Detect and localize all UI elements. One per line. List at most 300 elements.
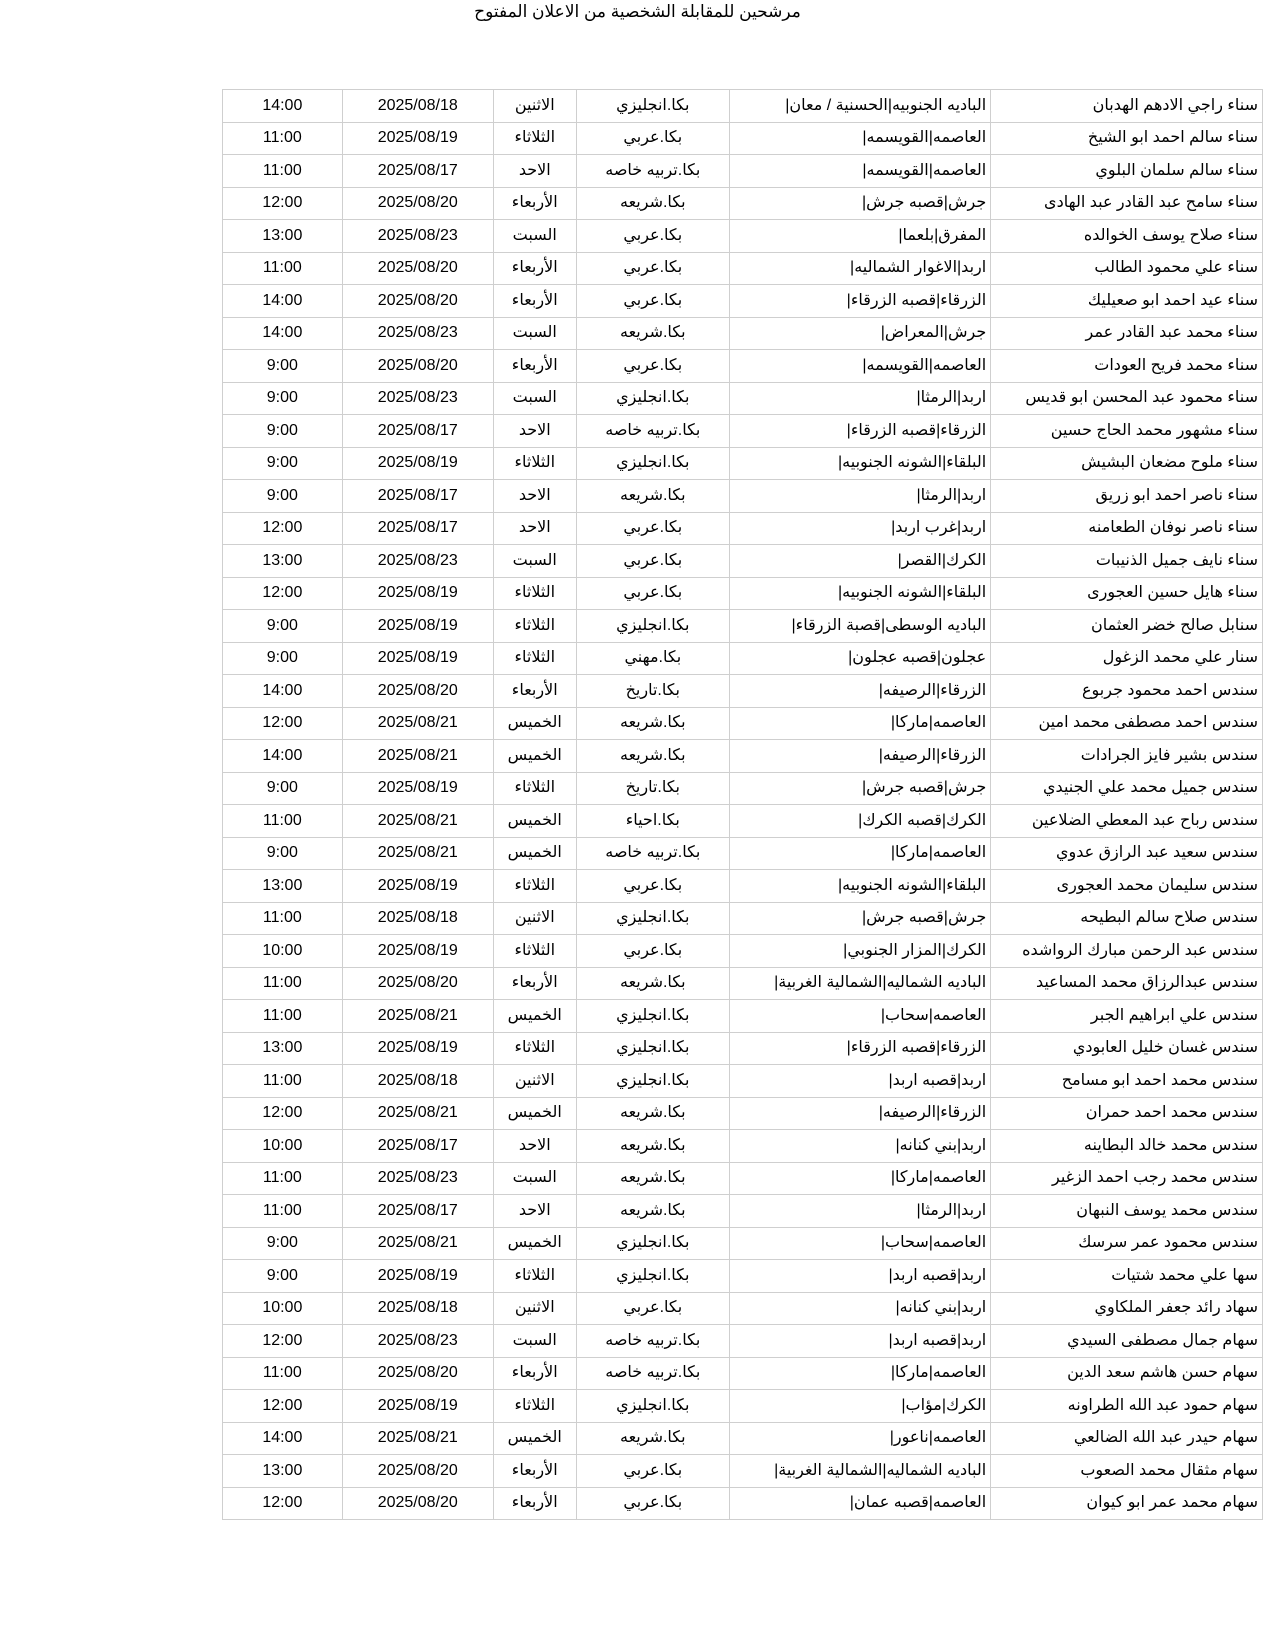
table-row xyxy=(223,902,1263,935)
candidate-location: العاصمه|ماركا| xyxy=(729,1162,990,1195)
candidate-location: العاصمه|ماركا| xyxy=(729,1357,990,1390)
table-row xyxy=(223,1292,1263,1325)
candidate-location: العاصمه|القويسمه| xyxy=(729,122,990,155)
candidate-location: الباديه الوسطى|قصبة الزرقاء| xyxy=(729,610,990,643)
interview-date: 2025/08/20 xyxy=(342,1357,493,1390)
candidates-table xyxy=(222,89,1263,1520)
candidate-name: سندس محمد يوسف النبهان xyxy=(991,1195,1263,1228)
candidate-name: سندس محمد رجب احمد الزغير xyxy=(991,1162,1263,1195)
interview-date: 2025/08/21 xyxy=(342,1000,493,1033)
interview-date: 2025/08/21 xyxy=(342,1422,493,1455)
candidate-specialty: بكا.تربيه خاصه xyxy=(576,1325,729,1358)
candidate-specialty: بكا.شريعه xyxy=(576,317,729,350)
candidate-specialty: بكا.شريعه xyxy=(576,480,729,513)
candidate-name: سندس احمد محمود جربوع xyxy=(991,675,1263,708)
interview-date: 2025/08/21 xyxy=(342,740,493,773)
interview-day: الاحد xyxy=(493,155,576,188)
table-row xyxy=(223,1195,1263,1228)
candidate-specialty: بكا.عربي xyxy=(576,935,729,968)
interview-date: 2025/08/23 xyxy=(342,1162,493,1195)
interview-day: السبت xyxy=(493,1325,576,1358)
candidate-location: اربد|قصبه اربد| xyxy=(729,1065,990,1098)
interview-date: 2025/08/17 xyxy=(342,480,493,513)
interview-day: الثلاثاء xyxy=(493,1032,576,1065)
interview-time: 9:00 xyxy=(223,480,343,513)
interview-day: الاثنين xyxy=(493,902,576,935)
table-row xyxy=(223,187,1263,220)
interview-day: الخميس xyxy=(493,707,576,740)
interview-time: 9:00 xyxy=(223,1260,343,1293)
candidate-location: العاصمه|القويسمه| xyxy=(729,350,990,383)
table-row xyxy=(223,382,1263,415)
candidate-specialty: بكا.عربي xyxy=(576,122,729,155)
interview-date: 2025/08/19 xyxy=(342,1390,493,1423)
table-row xyxy=(223,1032,1263,1065)
interview-time: 14:00 xyxy=(223,1422,343,1455)
candidate-location: الكرك|المزار الجنوبي| xyxy=(729,935,990,968)
interview-date: 2025/08/21 xyxy=(342,1227,493,1260)
interview-time: 11:00 xyxy=(223,967,343,1000)
candidate-location: العاصمه|ناعور| xyxy=(729,1422,990,1455)
interview-date: 2025/08/18 xyxy=(342,1292,493,1325)
interview-date: 2025/08/20 xyxy=(342,350,493,383)
interview-date: 2025/08/17 xyxy=(342,415,493,448)
interview-time: 12:00 xyxy=(223,512,343,545)
table-row xyxy=(223,350,1263,383)
candidate-specialty: بكا.انجليزي xyxy=(576,447,729,480)
interview-date: 2025/08/21 xyxy=(342,1097,493,1130)
interview-date: 2025/08/19 xyxy=(342,1032,493,1065)
table-row xyxy=(223,740,1263,773)
candidate-specialty: بكا.انجليزي xyxy=(576,1227,729,1260)
table-row xyxy=(223,122,1263,155)
candidate-name: سندس سعيد عبد الرازق عدوي xyxy=(991,837,1263,870)
interview-day: الخميس xyxy=(493,1227,576,1260)
interview-time: 14:00 xyxy=(223,285,343,318)
candidate-specialty: بكا.انجليزي xyxy=(576,1260,729,1293)
interview-day: الاحد xyxy=(493,1130,576,1163)
candidate-location: الزرقاء|قصبه الزرقاء| xyxy=(729,1032,990,1065)
interview-day: الخميس xyxy=(493,837,576,870)
candidate-location: العاصمه|سحاب| xyxy=(729,1000,990,1033)
interview-day: الخميس xyxy=(493,805,576,838)
table-row xyxy=(223,707,1263,740)
interview-day: الاثنين xyxy=(493,90,576,123)
candidate-location: اربد|قصبه اربد| xyxy=(729,1325,990,1358)
candidate-location: اربد|بني كنانه| xyxy=(729,1292,990,1325)
table-row xyxy=(223,837,1263,870)
candidate-specialty: بكا.عربي xyxy=(576,285,729,318)
interview-time: 9:00 xyxy=(223,772,343,805)
candidate-location: المفرق|بلعما| xyxy=(729,220,990,253)
table-row xyxy=(223,220,1263,253)
interview-date: 2025/08/20 xyxy=(342,252,493,285)
table-row xyxy=(223,1065,1263,1098)
interview-date: 2025/08/20 xyxy=(342,967,493,1000)
interview-time: 11:00 xyxy=(223,902,343,935)
candidate-specialty: بكا.تربيه خاصه xyxy=(576,155,729,188)
candidate-specialty: بكا.انجليزي xyxy=(576,902,729,935)
candidate-location: العاصمه|ماركا| xyxy=(729,707,990,740)
interview-time: 11:00 xyxy=(223,1195,343,1228)
candidate-specialty: بكا.شريعه xyxy=(576,1162,729,1195)
interview-time: 14:00 xyxy=(223,317,343,350)
candidate-location: الزرقاء|الرصيفه| xyxy=(729,675,990,708)
candidate-specialty: بكا.عربي xyxy=(576,1487,729,1520)
candidate-location: جرش|قصبه جرش| xyxy=(729,772,990,805)
table-row xyxy=(223,545,1263,578)
candidate-name: سندس غسان خليل العابودي xyxy=(991,1032,1263,1065)
table-row xyxy=(223,870,1263,903)
candidates-table-body xyxy=(223,90,1263,1520)
candidate-name: سندس محمد احمد حمران xyxy=(991,1097,1263,1130)
table-row xyxy=(223,1390,1263,1423)
candidate-name: سناء سامح عبد القادر عبد الهادى xyxy=(991,187,1263,220)
candidate-location: الباديه الشماليه|الشمالية الغربية| xyxy=(729,1455,990,1488)
interview-date: 2025/08/20 xyxy=(342,1487,493,1520)
interview-time: 10:00 xyxy=(223,1130,343,1163)
candidate-specialty: بكا.عربي xyxy=(576,220,729,253)
interview-day: الاحد xyxy=(493,480,576,513)
table-row xyxy=(223,317,1263,350)
interview-date: 2025/08/18 xyxy=(342,90,493,123)
interview-day: السبت xyxy=(493,220,576,253)
interview-day: الاحد xyxy=(493,415,576,448)
interview-date: 2025/08/20 xyxy=(342,1455,493,1488)
candidate-location: عجلون|قصبه عجلون| xyxy=(729,642,990,675)
interview-time: 9:00 xyxy=(223,350,343,383)
candidate-name: سهام مثقال محمد الصعوب xyxy=(991,1455,1263,1488)
candidate-specialty: بكا.عربي xyxy=(576,252,729,285)
table-row xyxy=(223,1260,1263,1293)
candidate-name: سنابل صالح خضر العثمان xyxy=(991,610,1263,643)
interview-day: الثلاثاء xyxy=(493,772,576,805)
candidate-specialty: بكا.عربي xyxy=(576,350,729,383)
interview-day: الخميس xyxy=(493,740,576,773)
candidate-name: سناء سالم سلمان البلوي xyxy=(991,155,1263,188)
page-title: مرشحين للمقابلة الشخصية من الاعلان المفتوح xyxy=(474,2,801,21)
candidate-specialty: بكا.انجليزي xyxy=(576,90,729,123)
table-row xyxy=(223,447,1263,480)
interview-time: 9:00 xyxy=(223,642,343,675)
interview-day: الثلاثاء xyxy=(493,935,576,968)
interview-day: الثلاثاء xyxy=(493,1260,576,1293)
candidate-name: سناء مشهور محمد الحاج حسين xyxy=(991,415,1263,448)
table-row xyxy=(223,252,1263,285)
candidate-location: جرش|المعراض| xyxy=(729,317,990,350)
interview-time: 12:00 xyxy=(223,1097,343,1130)
interview-day: السبت xyxy=(493,545,576,578)
table-row xyxy=(223,1487,1263,1520)
interview-day: السبت xyxy=(493,382,576,415)
interview-time: 13:00 xyxy=(223,1032,343,1065)
candidate-specialty: بكا.انجليزي xyxy=(576,382,729,415)
table-row xyxy=(223,1130,1263,1163)
candidate-location: الكرك|القصر| xyxy=(729,545,990,578)
interview-day: الأربعاء xyxy=(493,187,576,220)
interview-date: 2025/08/20 xyxy=(342,187,493,220)
interview-time: 12:00 xyxy=(223,187,343,220)
interview-time: 9:00 xyxy=(223,447,343,480)
candidate-location: البلقاء|الشونه الجنوبيه| xyxy=(729,870,990,903)
candidate-location: العاصمه|سحاب| xyxy=(729,1227,990,1260)
interview-date: 2025/08/23 xyxy=(342,1325,493,1358)
candidate-specialty: بكا.عربي xyxy=(576,1292,729,1325)
candidate-specialty: بكا.انجليزي xyxy=(576,1065,729,1098)
interview-time: 9:00 xyxy=(223,1227,343,1260)
candidate-location: الزرقاء|الرصيفه| xyxy=(729,1097,990,1130)
interview-time: 12:00 xyxy=(223,1487,343,1520)
candidate-name: سندس عبدالرزاق محمد المساعيد xyxy=(991,967,1263,1000)
interview-date: 2025/08/17 xyxy=(342,1195,493,1228)
interview-time: 11:00 xyxy=(223,122,343,155)
interview-time: 14:00 xyxy=(223,90,343,123)
interview-day: الاثنين xyxy=(493,1292,576,1325)
interview-day: الأربعاء xyxy=(493,1455,576,1488)
interview-date: 2025/08/23 xyxy=(342,317,493,350)
interview-day: الاثنين xyxy=(493,1065,576,1098)
candidate-location: العاصمه|ماركا| xyxy=(729,837,990,870)
interview-date: 2025/08/21 xyxy=(342,837,493,870)
candidate-name: سهاد رائد جعفر الملكاوي xyxy=(991,1292,1263,1325)
candidate-name: سندس بشير فايز الجرادات xyxy=(991,740,1263,773)
interview-date: 2025/08/18 xyxy=(342,902,493,935)
candidate-specialty: بكا.تربيه خاصه xyxy=(576,837,729,870)
interview-date: 2025/08/19 xyxy=(342,642,493,675)
interview-day: الأربعاء xyxy=(493,967,576,1000)
interview-date: 2025/08/19 xyxy=(342,447,493,480)
candidate-name: سندس محمود عمر سرسك xyxy=(991,1227,1263,1260)
table-row xyxy=(223,1000,1263,1033)
candidate-name: سناء محمد فريح العودات xyxy=(991,350,1263,383)
candidate-name: سهام محمد عمر ابو كيوان xyxy=(991,1487,1263,1520)
table-row xyxy=(223,935,1263,968)
candidate-specialty: بكا.انجليزي xyxy=(576,1390,729,1423)
interview-time: 9:00 xyxy=(223,382,343,415)
candidate-name: سندس عبد الرحمن مبارك الرواشده xyxy=(991,935,1263,968)
candidate-location: اربد|غرب اربد| xyxy=(729,512,990,545)
interview-time: 12:00 xyxy=(223,1325,343,1358)
interview-day: الأربعاء xyxy=(493,252,576,285)
candidate-name: سهام حسن هاشم سعد الدين xyxy=(991,1357,1263,1390)
table-row xyxy=(223,512,1263,545)
table-row xyxy=(223,967,1263,1000)
candidate-location: الكرك|قصبه الكرك| xyxy=(729,805,990,838)
interview-day: الثلاثاء xyxy=(493,642,576,675)
interview-day: الخميس xyxy=(493,1000,576,1033)
candidate-name: سناء هايل حسين العجورى xyxy=(991,577,1263,610)
interview-date: 2025/08/17 xyxy=(342,1130,493,1163)
interview-time: 13:00 xyxy=(223,220,343,253)
interview-time: 12:00 xyxy=(223,1390,343,1423)
candidate-name: سندس جميل محمد علي الجنيدي xyxy=(991,772,1263,805)
candidate-specialty: بكا.تاريخ xyxy=(576,772,729,805)
candidate-name: سندس رباح عبد المعطي الضلاعين xyxy=(991,805,1263,838)
candidate-location: اربد|الاغوار الشماليه| xyxy=(729,252,990,285)
table-row xyxy=(223,1325,1263,1358)
interview-date: 2025/08/19 xyxy=(342,610,493,643)
table-row xyxy=(223,1227,1263,1260)
candidate-location: الزرقاء|الرصيفه| xyxy=(729,740,990,773)
interview-day: الخميس xyxy=(493,1422,576,1455)
candidate-name: سناء ملوح مضعان البشيش xyxy=(991,447,1263,480)
candidate-location: البلقاء|الشونه الجنوبيه| xyxy=(729,577,990,610)
candidate-location: الباديه الجنوبيه|الحسنية / معان| xyxy=(729,90,990,123)
interview-time: 14:00 xyxy=(223,740,343,773)
interview-time: 11:00 xyxy=(223,155,343,188)
table-row xyxy=(223,1162,1263,1195)
candidate-location: الزرقاء|قصبه الزرقاء| xyxy=(729,285,990,318)
candidate-specialty: بكا.عربي xyxy=(576,545,729,578)
candidate-specialty: بكا.مهني xyxy=(576,642,729,675)
candidate-specialty: بكا.شريعه xyxy=(576,740,729,773)
interview-date: 2025/08/21 xyxy=(342,707,493,740)
candidate-specialty: بكا.شريعه xyxy=(576,1097,729,1130)
table-row xyxy=(223,577,1263,610)
candidate-location: العاصمه|القويسمه| xyxy=(729,155,990,188)
candidate-specialty: بكا.شريعه xyxy=(576,967,729,1000)
interview-day: الخميس xyxy=(493,1097,576,1130)
table-row xyxy=(223,642,1263,675)
interview-date: 2025/08/23 xyxy=(342,382,493,415)
interview-day: الثلاثاء xyxy=(493,577,576,610)
interview-day: الثلاثاء xyxy=(493,447,576,480)
candidate-specialty: بكا.عربي xyxy=(576,512,729,545)
interview-day: الأربعاء xyxy=(493,1357,576,1390)
interview-time: 10:00 xyxy=(223,935,343,968)
interview-date: 2025/08/17 xyxy=(342,512,493,545)
candidate-specialty: بكا.انجليزي xyxy=(576,1000,729,1033)
interview-time: 13:00 xyxy=(223,1455,343,1488)
interview-time: 11:00 xyxy=(223,1065,343,1098)
candidate-location: اربد|الرمثا| xyxy=(729,382,990,415)
interview-day: الأربعاء xyxy=(493,675,576,708)
candidate-location: جرش|قصبه جرش| xyxy=(729,902,990,935)
interview-date: 2025/08/19 xyxy=(342,870,493,903)
candidate-name: سناء ناصر احمد ابو زريق xyxy=(991,480,1263,513)
candidate-specialty: بكا.انجليزي xyxy=(576,1032,729,1065)
candidate-specialty: بكا.تربيه خاصه xyxy=(576,1357,729,1390)
interview-day: الثلاثاء xyxy=(493,122,576,155)
table-row xyxy=(223,805,1263,838)
candidate-location: الباديه الشماليه|الشمالية الغربية| xyxy=(729,967,990,1000)
interview-time: 9:00 xyxy=(223,837,343,870)
candidate-name: سهام حيدر عبد الله الضالعي xyxy=(991,1422,1263,1455)
interview-day: الاحد xyxy=(493,1195,576,1228)
table-row xyxy=(223,90,1263,123)
interview-time: 11:00 xyxy=(223,1000,343,1033)
interview-time: 12:00 xyxy=(223,707,343,740)
candidate-specialty: بكا.تاريخ xyxy=(576,675,729,708)
candidate-specialty: بكا.شريعه xyxy=(576,1422,729,1455)
candidate-location: البلقاء|الشونه الجنوبيه| xyxy=(729,447,990,480)
interview-date: 2025/08/19 xyxy=(342,772,493,805)
candidate-name: سناء علي محمود الطالب xyxy=(991,252,1263,285)
interview-date: 2025/08/20 xyxy=(342,675,493,708)
candidate-specialty: بكا.عربي xyxy=(576,577,729,610)
table-row xyxy=(223,480,1263,513)
table-row xyxy=(223,415,1263,448)
candidate-specialty: بكا.عربي xyxy=(576,1455,729,1488)
interview-day: الثلاثاء xyxy=(493,610,576,643)
table-row xyxy=(223,772,1263,805)
interview-day: السبت xyxy=(493,317,576,350)
candidate-name: سنار علي محمد الزغول xyxy=(991,642,1263,675)
interview-day: الثلاثاء xyxy=(493,1390,576,1423)
candidate-specialty: بكا.شريعه xyxy=(576,707,729,740)
interview-day: الأربعاء xyxy=(493,285,576,318)
candidate-name: سناء عيد احمد ابو صعيليك xyxy=(991,285,1263,318)
table-row xyxy=(223,1422,1263,1455)
table-row xyxy=(223,610,1263,643)
candidate-name: سناء محمود عبد المحسن ابو قديس xyxy=(991,382,1263,415)
candidate-location: العاصمه|قصبه عمان| xyxy=(729,1487,990,1520)
interview-time: 10:00 xyxy=(223,1292,343,1325)
candidate-name: سناء ناصر نوفان الطعامنه xyxy=(991,512,1263,545)
candidate-name: سناء نايف جميل الذنيبات xyxy=(991,545,1263,578)
candidate-name: سندس علي ابراهيم الجبر xyxy=(991,1000,1263,1033)
candidate-name: سندس محمد احمد ابو مسامح xyxy=(991,1065,1263,1098)
interview-time: 12:00 xyxy=(223,577,343,610)
interview-date: 2025/08/19 xyxy=(342,577,493,610)
candidate-name: سندس احمد مصطفى محمد امين xyxy=(991,707,1263,740)
candidate-name: سناء سالم احمد ابو الشيخ xyxy=(991,122,1263,155)
candidate-name: سندس محمد خالد البطاينه xyxy=(991,1130,1263,1163)
interview-time: 14:00 xyxy=(223,675,343,708)
interview-time: 11:00 xyxy=(223,805,343,838)
candidate-name: سندس صلاح سالم البطيحه xyxy=(991,902,1263,935)
candidate-name: سندس سليمان محمد العجورى xyxy=(991,870,1263,903)
interview-date: 2025/08/23 xyxy=(342,220,493,253)
interview-date: 2025/08/21 xyxy=(342,805,493,838)
candidate-location: اربد|قصبه اربد| xyxy=(729,1260,990,1293)
interview-time: 13:00 xyxy=(223,870,343,903)
interview-day: الاحد xyxy=(493,512,576,545)
interview-date: 2025/08/17 xyxy=(342,155,493,188)
interview-date: 2025/08/20 xyxy=(342,285,493,318)
candidate-name: سهام جمال مصطفى السيدي xyxy=(991,1325,1263,1358)
candidate-name: سناء صلاح يوسف الخوالده xyxy=(991,220,1263,253)
candidate-specialty: بكا.عربي xyxy=(576,870,729,903)
candidate-location: الزرقاء|قصبه الزرقاء| xyxy=(729,415,990,448)
candidate-location: اربد|الرمثا| xyxy=(729,1195,990,1228)
interview-time: 13:00 xyxy=(223,545,343,578)
candidate-name: سناء راجي الادهم الهدبان xyxy=(991,90,1263,123)
table-row xyxy=(223,155,1263,188)
candidate-name: سهام حمود عبد الله الطراونه xyxy=(991,1390,1263,1423)
table-row xyxy=(223,675,1263,708)
candidate-specialty: بكا.انجليزي xyxy=(576,610,729,643)
interview-date: 2025/08/19 xyxy=(342,1260,493,1293)
table-row xyxy=(223,285,1263,318)
interview-time: 11:00 xyxy=(223,1357,343,1390)
interview-date: 2025/08/19 xyxy=(342,935,493,968)
candidate-specialty: بكا.تربيه خاصه xyxy=(576,415,729,448)
interview-date: 2025/08/19 xyxy=(342,122,493,155)
candidate-location: جرش|قصبه جرش| xyxy=(729,187,990,220)
table-row xyxy=(223,1357,1263,1390)
candidate-specialty: بكا.شريعه xyxy=(576,1130,729,1163)
interview-day: الأربعاء xyxy=(493,1487,576,1520)
table-row xyxy=(223,1455,1263,1488)
candidate-location: الكرك|مؤاب| xyxy=(729,1390,990,1423)
candidate-name: سها علي محمد شتيات xyxy=(991,1260,1263,1293)
interview-time: 11:00 xyxy=(223,1162,343,1195)
candidate-location: اربد|بني كنانه| xyxy=(729,1130,990,1163)
interview-date: 2025/08/18 xyxy=(342,1065,493,1098)
interview-day: الثلاثاء xyxy=(493,870,576,903)
interview-time: 9:00 xyxy=(223,415,343,448)
